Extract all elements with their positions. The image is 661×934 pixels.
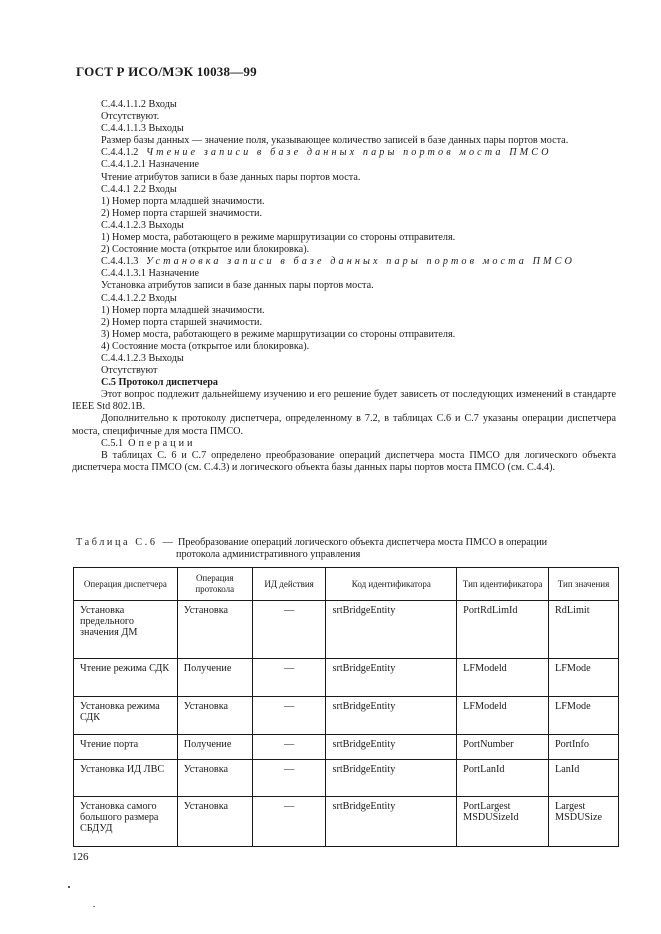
table-row <box>74 659 619 697</box>
section-heading: С.5 Протокол диспетчера <box>101 377 218 389</box>
table-cell: LanId <box>549 760 619 797</box>
page-number: 126 <box>72 851 89 863</box>
paragraph: Отсутствуют. <box>101 111 160 123</box>
table-cell: Получение <box>177 735 252 760</box>
table-header-row <box>74 568 619 601</box>
caption-text-line2: протокола административного управления <box>176 549 361 561</box>
column-header: Тип значения <box>549 568 619 601</box>
section-heading: С.4.4.1 2.2 Входы <box>101 183 177 195</box>
section-title: Установка записи в базе данных пары портов моста ПМСО <box>146 256 575 268</box>
paragraph: Дополнительно к протоколу диспетчера, определенному в 7.2, в таблицах С.6 и С.7 указаны операции диспетчера моста, специфичные для моста ПМСО. <box>72 413 616 437</box>
caption-line <box>76 537 620 549</box>
paragraph: Отсутствуют <box>101 365 158 377</box>
table-cell: srtBridgeEntity <box>326 697 457 735</box>
table-cell: Чтение порта <box>74 735 178 760</box>
paragraph: Размер базы данных — значение поля, указывающее количество записей в базе данных пары портов моста. <box>101 135 569 147</box>
table-cell: PortLanId <box>457 760 549 797</box>
table-cell: Установка самого большого размера СБДУД <box>74 797 178 847</box>
section-heading <box>72 256 616 268</box>
list-item: 2) Номер порта старшей значимости. <box>101 207 263 219</box>
section-number: С.4.4.1.2 <box>101 147 139 159</box>
caption-label: Таблица С.6 — <box>76 537 176 548</box>
table-cell: LFModeld <box>457 659 549 697</box>
column-header: Тип идентификатора <box>457 568 549 601</box>
table-cell: Установка режима СДК <box>74 697 178 735</box>
table-cell: PortLargest MSDUSizeId <box>457 797 549 847</box>
table-cell: — <box>252 697 326 735</box>
paragraph: В таблицах С. 6 и С.7 определено преобразование операций диспетчера моста ПМСО для логического объекта диспетчера моста ПМСО (см. С.4.3) и логического объекта базы данных пары портов моста ПМСО (см. С.4.4). <box>72 449 616 473</box>
list-item: 2) Состояние моста (открытое или блокировка). <box>101 244 310 256</box>
table-row <box>74 735 619 760</box>
table-cell: srtBridgeEntity <box>326 760 457 797</box>
section-title: Операции <box>128 437 196 449</box>
section-heading <box>72 147 616 159</box>
table-caption <box>76 537 620 561</box>
list-item: 4) Состояние моста (открытое или блокировка). <box>101 340 310 352</box>
table-cell: srtBridgeEntity <box>326 601 457 659</box>
section-number: С.4.4.1.3 <box>101 256 139 268</box>
table-row <box>74 760 619 797</box>
scan-speck <box>93 906 95 907</box>
table-cell: Получение <box>177 659 252 697</box>
table-cell: — <box>252 601 326 659</box>
table-cell: Установка предельного значения ДМ <box>74 601 178 659</box>
scan-speck <box>68 886 70 888</box>
table-cell: srtBridgeEntity <box>326 735 457 760</box>
table-row <box>74 601 619 659</box>
table-cell: — <box>252 735 326 760</box>
table-cell: — <box>252 797 326 847</box>
paragraph: Этот вопрос подлежит дальнейшему изучению и его решение будет зависеть от последующих изменений в стандарте IEEE Std 802.1В. <box>72 389 616 413</box>
section-heading: С.4.4.1.2.3 Выходы <box>101 352 184 364</box>
table-cell: Установка <box>177 797 252 847</box>
table-cell: LFMode <box>549 697 619 735</box>
paragraph: Чтение атрибутов записи в базе данных пары портов моста. <box>101 171 361 183</box>
table-row <box>74 697 619 735</box>
list-item: 3) Номер моста, работающего в режиме маршрутизации со стороны отправителя. <box>101 328 456 340</box>
list-item: 1) Номер порта младшей значимости. <box>101 304 265 316</box>
table-cell: srtBridgeEntity <box>326 659 457 697</box>
section-heading: С.4.4.1.1.3 Выходы <box>101 123 184 135</box>
table-cell: — <box>252 659 326 697</box>
column-header: ИД действия <box>252 568 326 601</box>
column-header: Операция протокола <box>177 568 252 601</box>
table-cell: PortRdLimId <box>457 601 549 659</box>
table-cell: PortInfo <box>549 735 619 760</box>
table-cell: RdLimit <box>549 601 619 659</box>
paragraph: Установка атрибутов записи в базе данных пары портов моста. <box>101 280 374 292</box>
table-cell: — <box>252 760 326 797</box>
column-header: Код идентификатора <box>326 568 457 601</box>
operations-table <box>73 567 619 847</box>
table-cell: Установка <box>177 697 252 735</box>
table-cell: Установка ИД ЛВС <box>74 760 178 797</box>
list-item: 2) Номер порта старшей значимости. <box>101 316 263 328</box>
section-heading: С.4.4.1.3.1 Назначение <box>101 268 200 280</box>
standard-header: ГОСТ Р ИСО/МЭК 10038—99 <box>76 64 257 79</box>
table-cell: Largest MSDUSize <box>549 797 619 847</box>
section-title: Чтение записи в базе данных пары портов моста ПМСО <box>146 147 552 159</box>
table-cell: Установка <box>177 760 252 797</box>
section-heading: С.4.4.1.1.2 Входы <box>101 99 177 110</box>
table-cell: LFMode <box>549 659 619 697</box>
column-header: Операция диспетчера <box>74 568 178 601</box>
document-body <box>72 99 616 474</box>
caption-text: Преобразование операций логического объекта диспетчера моста ПМСО в операции <box>178 537 548 548</box>
table-cell: PortNumber <box>457 735 549 760</box>
section-heading: С.4.4.1.2.3 Выходы <box>101 219 184 231</box>
section-number: С.5.1 <box>101 437 124 449</box>
table-row <box>74 797 619 847</box>
table-cell: srtBridgeEntity <box>326 797 457 847</box>
table-cell: LFModeld <box>457 697 549 735</box>
section-heading <box>72 438 616 450</box>
section-heading: С.4.4.1.2.1 Назначение <box>101 159 200 171</box>
list-item: 1) Номер порта младшей значимости. <box>101 195 265 207</box>
list-item: 1) Номер моста, работающего в режиме маршрутизации со стороны отправителя. <box>101 232 456 244</box>
section-heading: С.4.4.1.2.2 Входы <box>101 292 177 304</box>
table-cell: Установка <box>177 601 252 659</box>
table-cell: Чтение режима СДК <box>74 659 178 697</box>
